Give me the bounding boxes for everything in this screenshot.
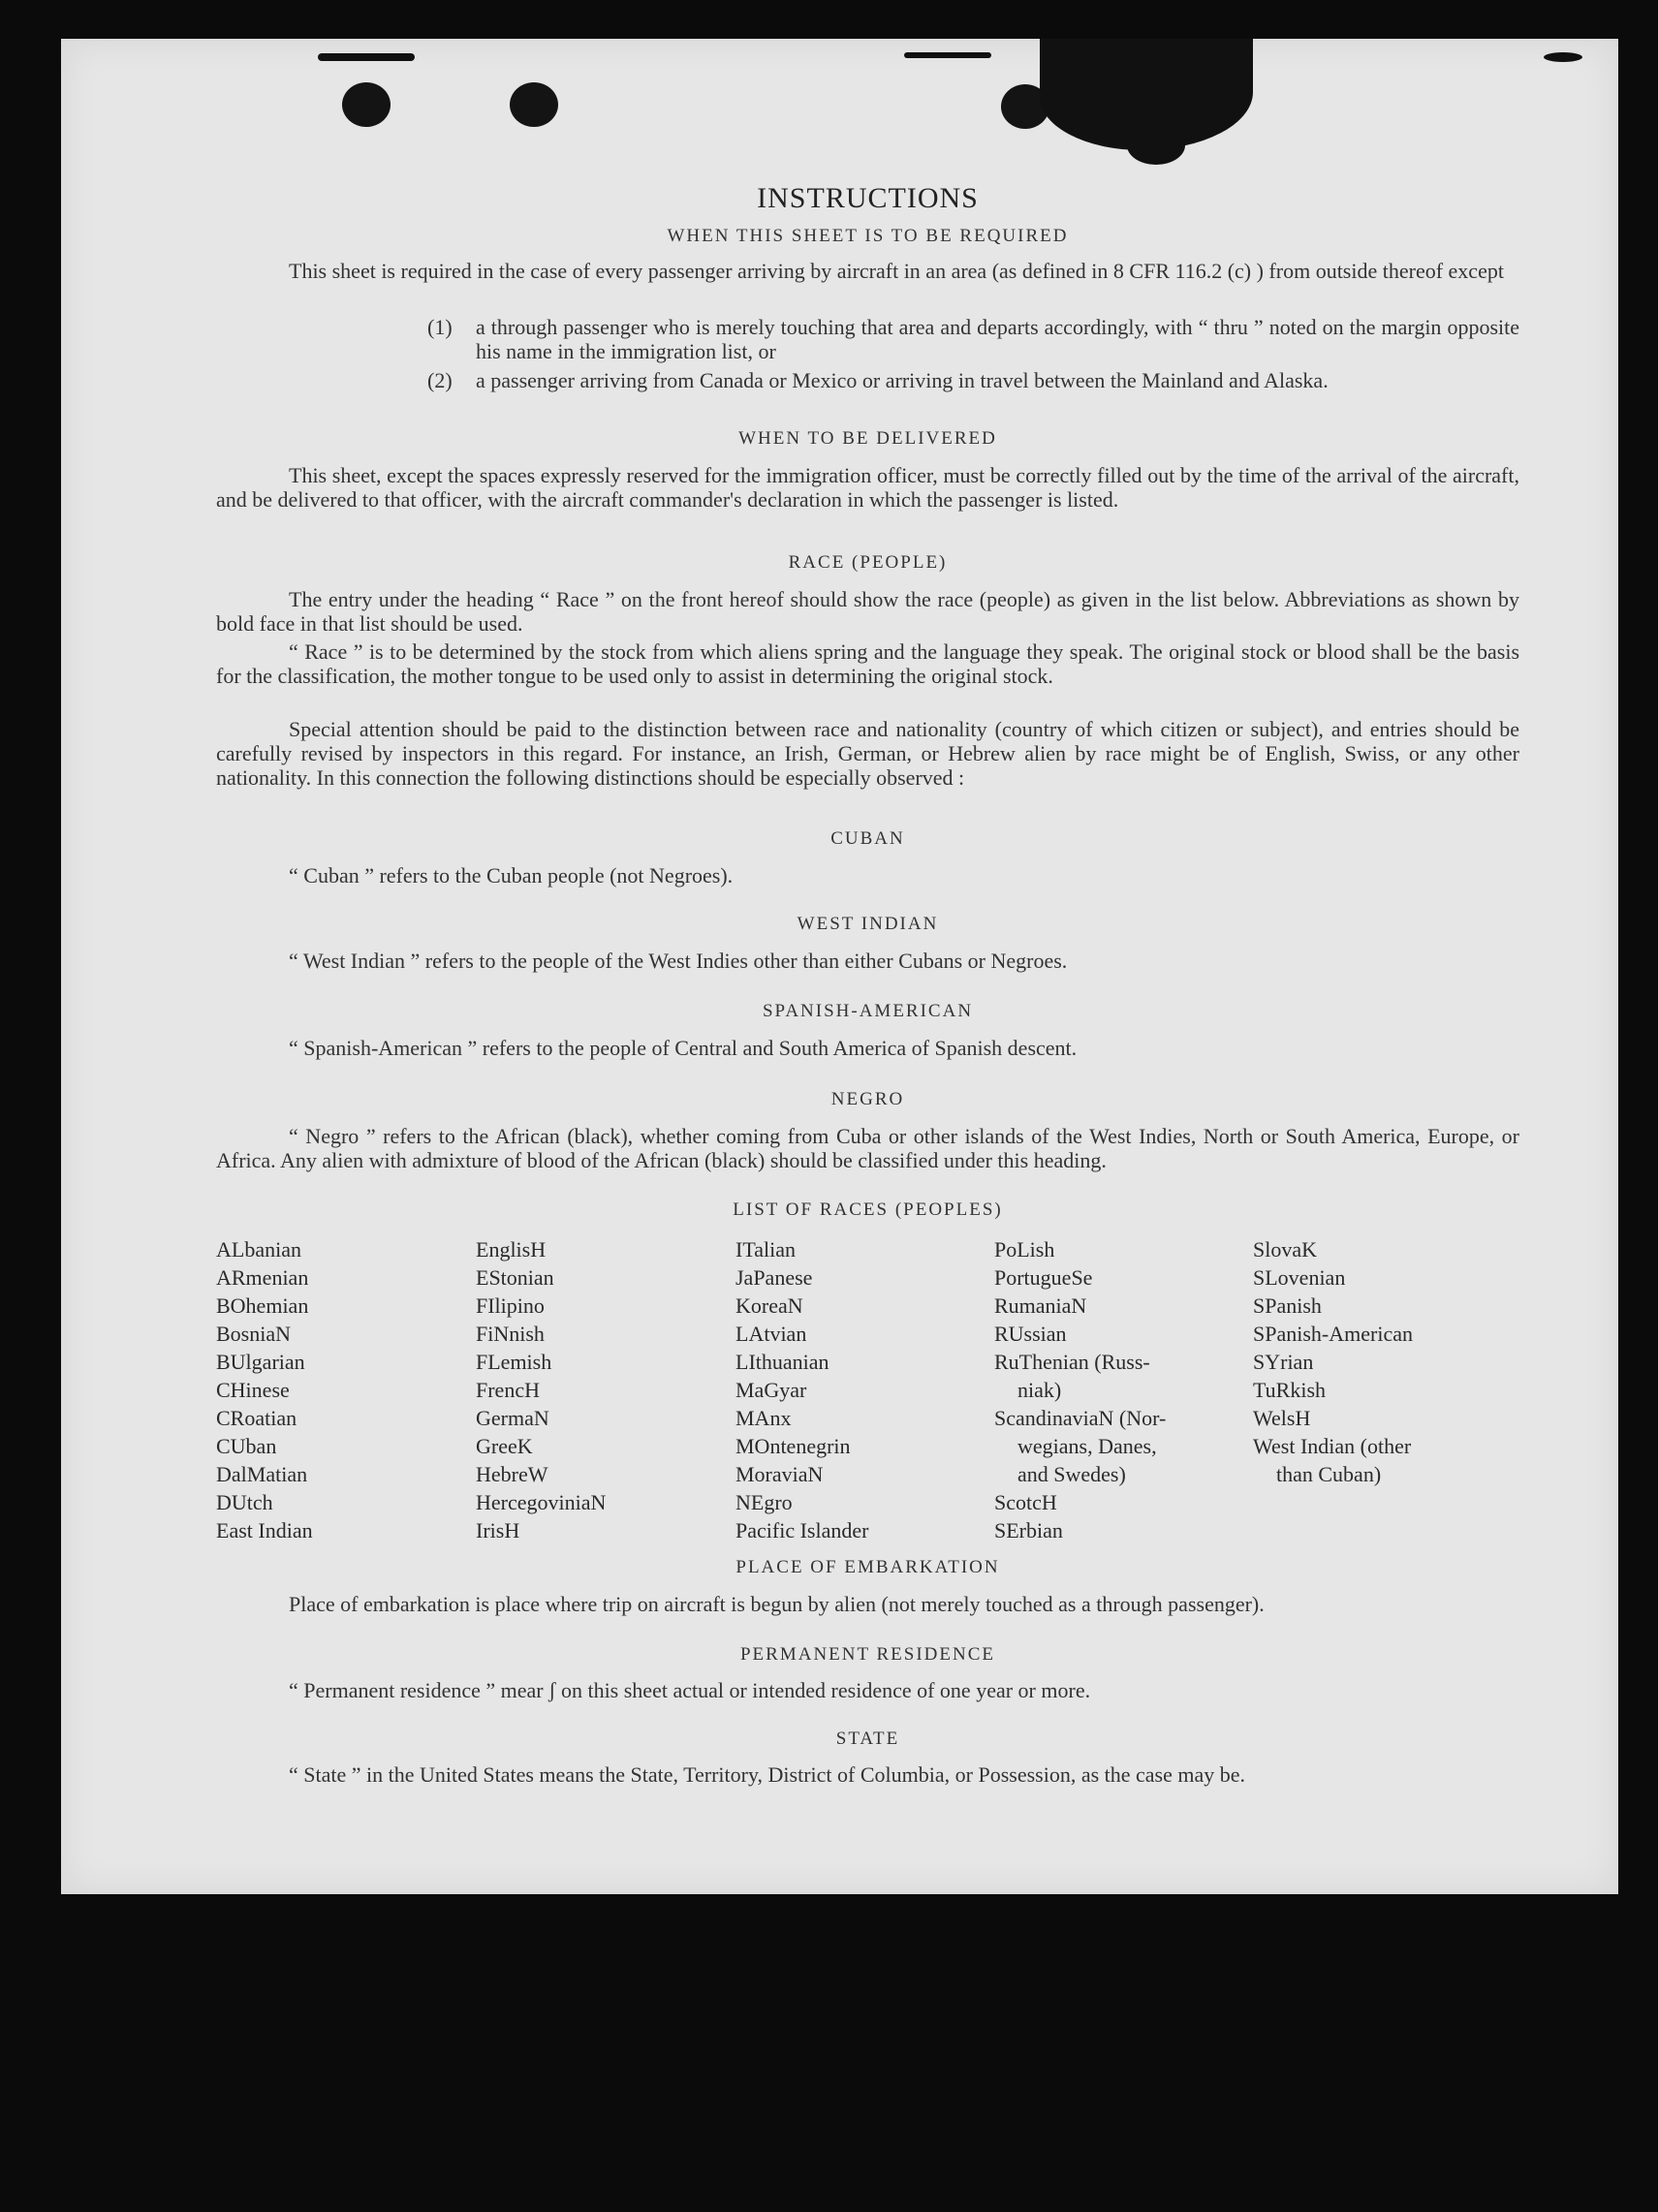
list-item: and Swedes) <box>1017 1462 1126 1486</box>
list-item: SlovaK <box>1253 1237 1317 1262</box>
tear-mark <box>904 52 991 58</box>
list-item: KoreaN <box>735 1293 803 1318</box>
list-item: LIthuanian <box>735 1350 829 1374</box>
list-item: SLovenian <box>1253 1265 1346 1290</box>
paragraph-race-3: Special attention should be paid to the distinction between race and nationality (country of which citizen or subject), and entries should be carefully revised by inspectors in this regard. For instance, an Irish, German, or Hebrew alien by race might be of English, Swiss, or any other nationality. In this connection the following distinctions should be especially observed : <box>216 717 1519 790</box>
item-number-2: (2) <box>427 368 453 392</box>
heading-cuban: CUBAN <box>830 828 905 849</box>
heading-permanent-residence: PERMANENT RESIDENCE <box>739 1644 996 1665</box>
punch-hole <box>510 82 558 127</box>
list-item: GreeK <box>476 1434 533 1458</box>
paragraph-embarkation: Place of embarkation is place where trip on aircraft is begun by alien (not merely touched as a through passenger). <box>289 1592 1265 1616</box>
list-item: DUtch <box>216 1490 273 1514</box>
list-item: RuThenian (Russ- <box>994 1350 1150 1374</box>
list-item: PoLish <box>994 1237 1055 1262</box>
ink-stain <box>1127 126 1185 165</box>
list-item: SPanish-American <box>1253 1322 1413 1346</box>
list-item: ALbanian <box>216 1237 301 1262</box>
list-item: CHinese <box>216 1378 290 1402</box>
race-column-1 <box>216 1235 313 1544</box>
list-item: JaPanese <box>735 1265 813 1290</box>
list-item: LAtvian <box>735 1322 807 1346</box>
list-item: West Indian (other <box>1253 1434 1412 1458</box>
race-column-3 <box>735 1235 868 1544</box>
list-item: HebreW <box>476 1462 548 1486</box>
paragraph-race-2: “ Race ” is to be determined by the stock from which aliens spring and the language they speak. The original stock or blood shall be the basis for the classification, the mother tongue to be used only to assist in determining the original stock. <box>216 639 1519 688</box>
race-column-2 <box>476 1235 606 1544</box>
paragraph-when-delivered: This sheet, except the spaces expressly reserved for the immigration officer, must be correctly filled out by the time of the arrival of the aircraft, and be delivered to that officer, with the aircraft commander's declaration in which the passenger is listed. <box>216 463 1519 512</box>
list-item: ScotcH <box>994 1490 1057 1514</box>
list-item: BUlgarian <box>216 1350 305 1374</box>
punch-hole <box>342 82 391 127</box>
list-item: NEgro <box>735 1490 793 1514</box>
list-item: TuRkish <box>1253 1378 1327 1402</box>
paragraph-negro: “ Negro ” refers to the African (black), whether coming from Cuba or other islands of the West Indies, North or South America, Europe, or Africa. Any alien with admixture of blood of the African (black) should be classified under this heading. <box>216 1124 1519 1172</box>
item-text-2: a passenger arriving from Canada or Mexico or arriving in travel between the Mainland and Alaska. <box>476 368 1329 392</box>
paragraph-when-required: This sheet is required in the case of every passenger arriving by aircraft in an area (as defined in 8 CFR 116.2 (c) ) from outside thereof except <box>289 259 1504 283</box>
list-item: MoraviaN <box>735 1462 824 1486</box>
list-item: EnglisH <box>476 1237 547 1262</box>
tear-mark <box>1544 52 1582 62</box>
list-item: BOhemian <box>216 1293 309 1318</box>
paragraph-west-indian: “ West Indian ” refers to the people of the West Indies other than either Cubans or Negroes. <box>289 949 1068 973</box>
list-item: PortugueSe <box>994 1265 1093 1290</box>
list-item: SPanish <box>1253 1293 1322 1318</box>
tear-mark <box>318 53 415 61</box>
list-item: CUban <box>216 1434 277 1458</box>
list-item: MOntenegrin <box>735 1434 851 1458</box>
heading-race: RACE (PEOPLE) <box>788 552 948 573</box>
heading-when-delivered: WHEN TO BE DELIVERED <box>738 428 997 449</box>
list-item: GermaN <box>476 1406 549 1430</box>
heading-when-required: WHEN THIS SHEET IS TO BE REQUIRED <box>667 226 1069 246</box>
paragraph-cuban: “ Cuban ” refers to the Cuban people (not Negroes). <box>289 863 734 888</box>
list-item: MaGyar <box>735 1378 807 1402</box>
heading-list-of-races: LIST OF RACES (PEOPLES) <box>733 1199 1003 1220</box>
list-item: FiNnish <box>476 1322 545 1346</box>
list-item: HercegoviniaN <box>476 1490 607 1514</box>
list-item: FrencH <box>476 1378 540 1402</box>
item-text-1: a through passenger who is merely touching that area and departs accordingly, with “ thru ” noted on the margin opposite his name in the immigration list, or <box>476 315 1519 363</box>
list-item: EStonian <box>476 1265 554 1290</box>
page-title: INSTRUCTIONS <box>757 182 979 214</box>
item-number-1: (1) <box>427 315 453 339</box>
heading-west-indian: WEST INDIAN <box>797 914 939 934</box>
list-item: WelsH <box>1253 1406 1311 1430</box>
heading-negro: NEGRO <box>830 1089 905 1109</box>
list-item: ITalian <box>735 1237 796 1262</box>
heading-spanish-american: SPANISH-AMERICAN <box>762 1001 974 1021</box>
paragraph-race-1: The entry under the heading “ Race ” on the front hereof should show the race (people) as given in the list below. Abbreviations as shown by bold face in that list should be used. <box>216 587 1519 636</box>
document-sheet <box>61 39 1618 1894</box>
paragraph-state: “ State ” in the United States means the State, Territory, District of Columbia, or Possession, as the case may be. <box>289 1762 1246 1787</box>
list-item: RumaniaN <box>994 1293 1087 1318</box>
list-item: ScandinaviaN (Nor- <box>994 1406 1167 1430</box>
list-item: ARmenian <box>216 1265 309 1290</box>
list-item: RUssian <box>994 1322 1067 1346</box>
heading-state: STATE <box>835 1729 900 1749</box>
race-column-4 <box>994 1235 1166 1544</box>
list-item: Pacific Islander <box>735 1518 869 1542</box>
heading-embarkation: PLACE OF EMBARKATION <box>735 1557 1000 1577</box>
list-item: FIlipino <box>476 1293 545 1318</box>
list-item: BosniaN <box>216 1322 291 1346</box>
list-item: SErbian <box>994 1518 1063 1542</box>
list-item: FLemish <box>476 1350 552 1374</box>
list-item: niak) <box>1017 1378 1062 1402</box>
list-item: MAnx <box>735 1406 792 1430</box>
race-column-5 <box>1253 1235 1413 1488</box>
list-item: wegians, Danes, <box>1017 1434 1157 1458</box>
list-item: CRoatian <box>216 1406 297 1430</box>
list-item: SYrian <box>1253 1350 1314 1374</box>
list-item: DalMatian <box>216 1462 308 1486</box>
paragraph-permanent-residence: “ Permanent residence ” mear ʃ on this sheet actual or intended residence of one year or more. <box>289 1678 1091 1702</box>
list-item: IrisH <box>476 1518 520 1542</box>
list-item: East Indian <box>216 1518 313 1542</box>
paragraph-spanish-american: “ Spanish-American ” refers to the people of Central and South America of Spanish descent. <box>289 1036 1078 1060</box>
list-item: than Cuban) <box>1276 1462 1382 1486</box>
